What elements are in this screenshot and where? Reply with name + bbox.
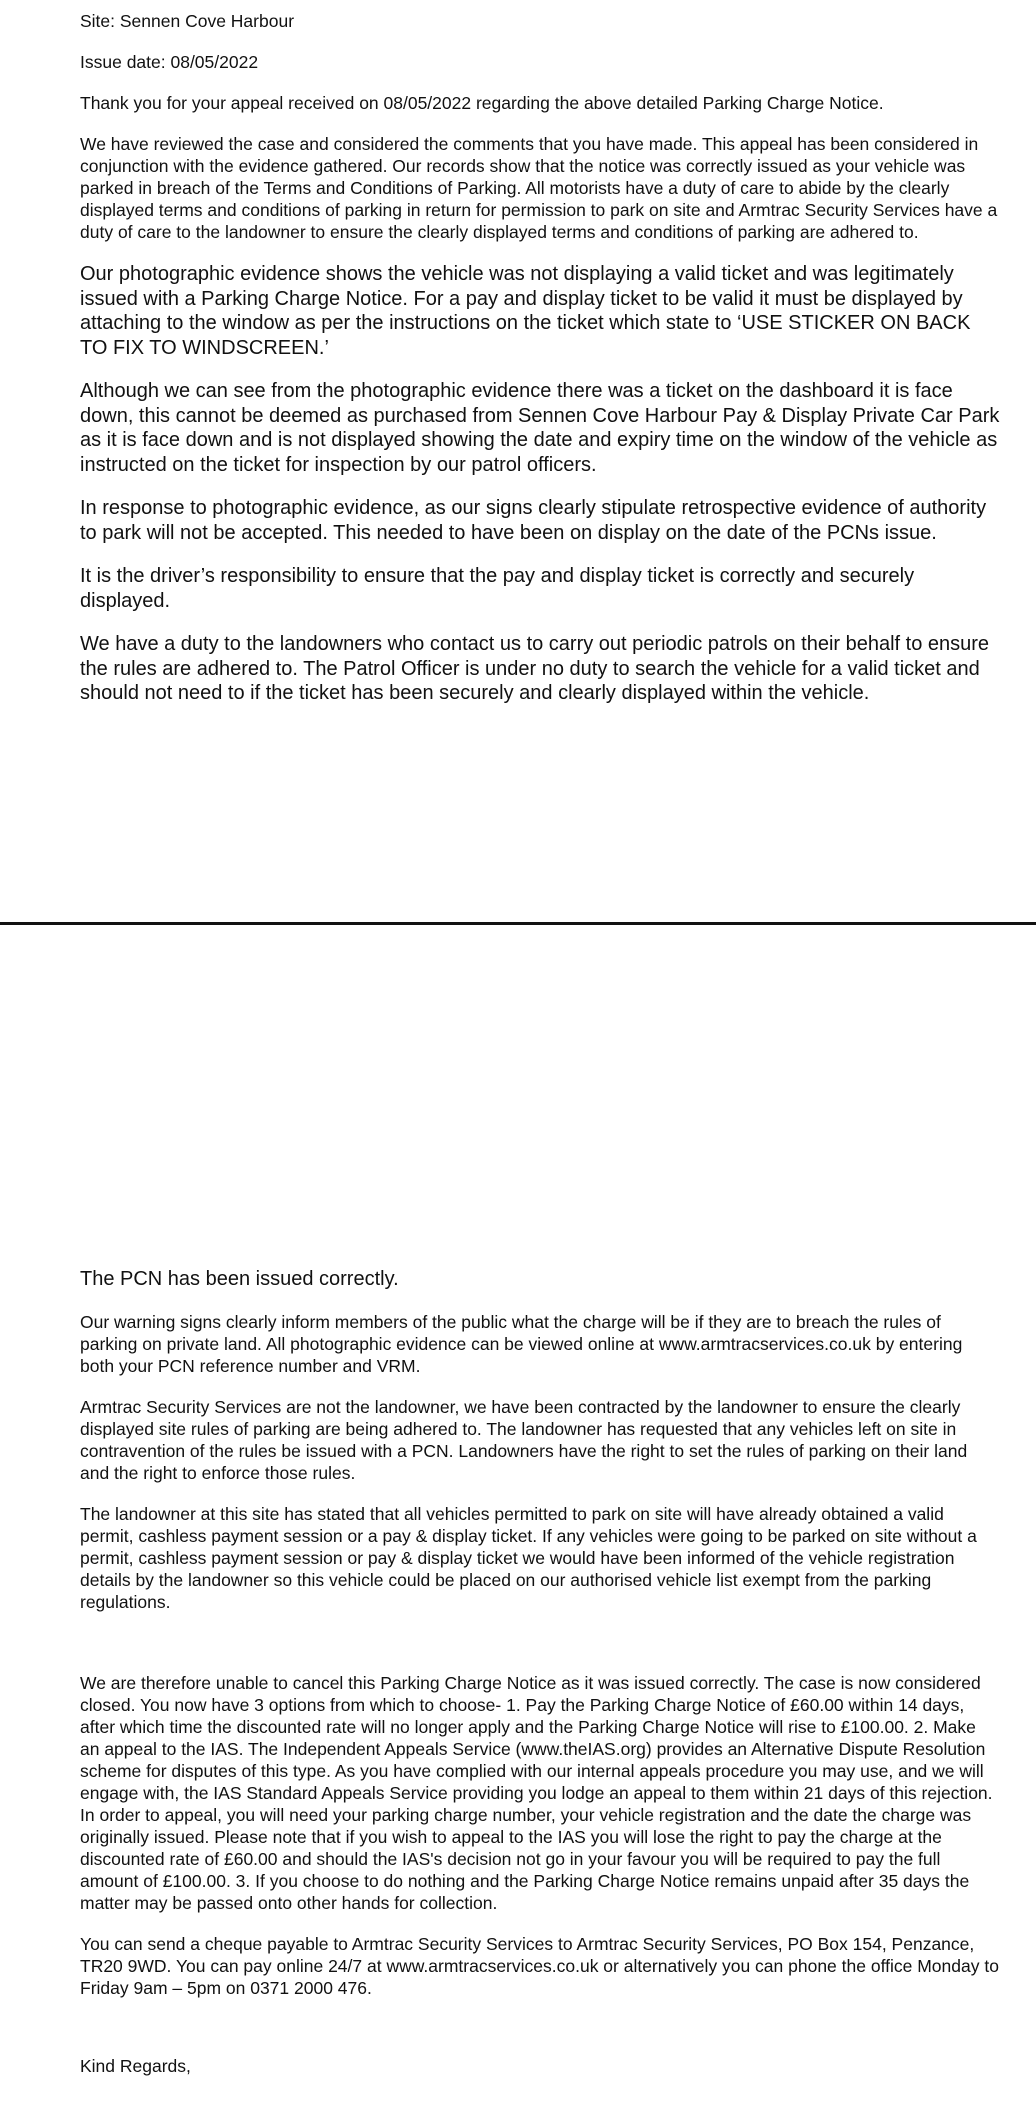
retrospective-evidence-paragraph: In response to photographic evidence, as our signs clearly stipulate retrospective evidence of authority to park will not be accepted. This needed to have been on display on the date of the PCNs issue.: [80, 497, 987, 544]
patrol-duty-paragraph: We have a duty to the landowners who contact us to carry out periodic patrols on their behalf to ensure the rules are adhered to. The Patrol Officer is under no duty to search the vehicle for a valid ticket and should not need to if the ticket has been securely and clearly displayed within the vehicle.: [80, 633, 990, 704]
payment-details-paragraph: You can send a cheque payable to Armtrac Security Services to Armtrac Security Services, PO Box 154, Penzance, TR20 9WD. You can pay online 24/7 at www.armtracservices.co.uk or alternatively you can phone the office Monday to Friday 9am – 5pm on 0371 2000 476.: [80, 1933, 999, 1998]
ticket-face-down-paragraph: Although we can see from the photographic evidence there was a ticket on the dashboard it is face down, this cannot be deemed as purchased from Sennen Cove Harbour Pay & Display Private Car Park as it is face down and is not displayed showing the date and expiry time on the window of the vehicle as instructed on the ticket for inspection by our patrol officers.: [80, 380, 1000, 476]
closing-line: Kind Regards,: [80, 2055, 191, 2076]
warning-signs-paragraph: Our warning signs clearly inform members of the public what the charge will be if they are to breach the rules of parking on private land. All photographic evidence can be viewed online at www.armtracservices.co.uk by entering both your PCN reference number and VRM.: [80, 1311, 963, 1376]
permits-paragraph: The landowner at this site has stated that all vehicles permitted to park on site will have already obtained a valid permit, cashless payment session or a pay & display ticket. If any vehicles were going to be parked on site without a permit, cashless payment session or pay & display ticket we would have been informed of the vehicle registration details by the landowner so this vehicle could be placed on our authorised vehicle list exempt from the parking regulations.: [80, 1503, 977, 1612]
pcn-issued-correctly-line: The PCN has been issued correctly.: [80, 1268, 399, 1290]
site-line: Site: Sennen Cove Harbour: [80, 11, 295, 31]
issue-date-line: Issue date: 08/05/2022: [80, 52, 259, 72]
photographic-evidence-paragraph: Our photographic evidence shows the vehicle was not displaying a valid ticket and was legitimately issued with a Parking Charge Notice. For a pay and display ticket to be valid it must be displayed by attaching to the window as per the instructions on the ticket which state to ‘USE STICKER ON BACK TO FIX TO WINDSCREEN.’: [80, 263, 971, 359]
page-divider: [0, 922, 1036, 925]
not-landowner-paragraph: Armtrac Security Services are not the landowner, we have been contracted by the landowner to ensure the clearly displayed site rules of parking are being adhered to. The landowner has requested that any vehicles left on site in contravention of the rules be issued with a PCN. Landowners have the right to set the rules of parking on their land and the right to enforce those rules.: [80, 1396, 968, 1483]
letter-page-1: [80, 0, 1000, 706]
letter-page-2: [80, 1267, 1000, 2077]
options-paragraph: We are therefore unable to cancel this Parking Charge Notice as it was issued correctly. The case is now considered closed. You now have 3 options from which to choose- 1. Pay the Parking Charge Notice of £60.00 within 14 days, after which time the discounted rate will no longer apply and the Parking Charge Notice will rise to £100.00. 2. Make an appeal to the IAS. The Independent Appeals Service (www.theIAS.org) provides an Alternative Dispute Resolution scheme for disputes of this type. As you have complied with our internal appeals procedure you may use, and we will engage with, the IAS Standard Appeals Service providing you lodge an appeal to them within 21 days of this rejection. In order to appeal, you will need your parking charge number, your vehicle registration and the date the charge was originally issued. Please note that if you wish to appeal to the IAS you will lose the right to pay the charge at the discounted rate of £60.00 and should the IAS's decision not go in your favour you will be required to pay the full amount of £100.00. 3. If you choose to do nothing and the Parking Charge Notice remains unpaid after 35 days the matter may be passed onto other hands for collection.: [80, 1672, 993, 1913]
review-paragraph: We have reviewed the case and considered the comments that you have made. This appeal has been considered in conjunction with the evidence gathered. Our records show that the notice was correctly issued as your vehicle was parked in breach of the Terms and Conditions of Parking. All motorists have a duty of care to abide by the clearly displayed terms and conditions of parking in return for permission to park on site and Armtrac Security Services have a duty of care to the landowner to ensure the clearly displayed terms and conditions of parking are adhered to.: [80, 134, 998, 242]
driver-responsibility-paragraph: It is the driver’s responsibility to ensure that the pay and display ticket is correctly and securely displayed.: [80, 565, 915, 612]
appeal-acknowledgement-paragraph: Thank you for your appeal received on 08/05/2022 regarding the above detailed Parking Charge Notice.: [80, 93, 884, 113]
